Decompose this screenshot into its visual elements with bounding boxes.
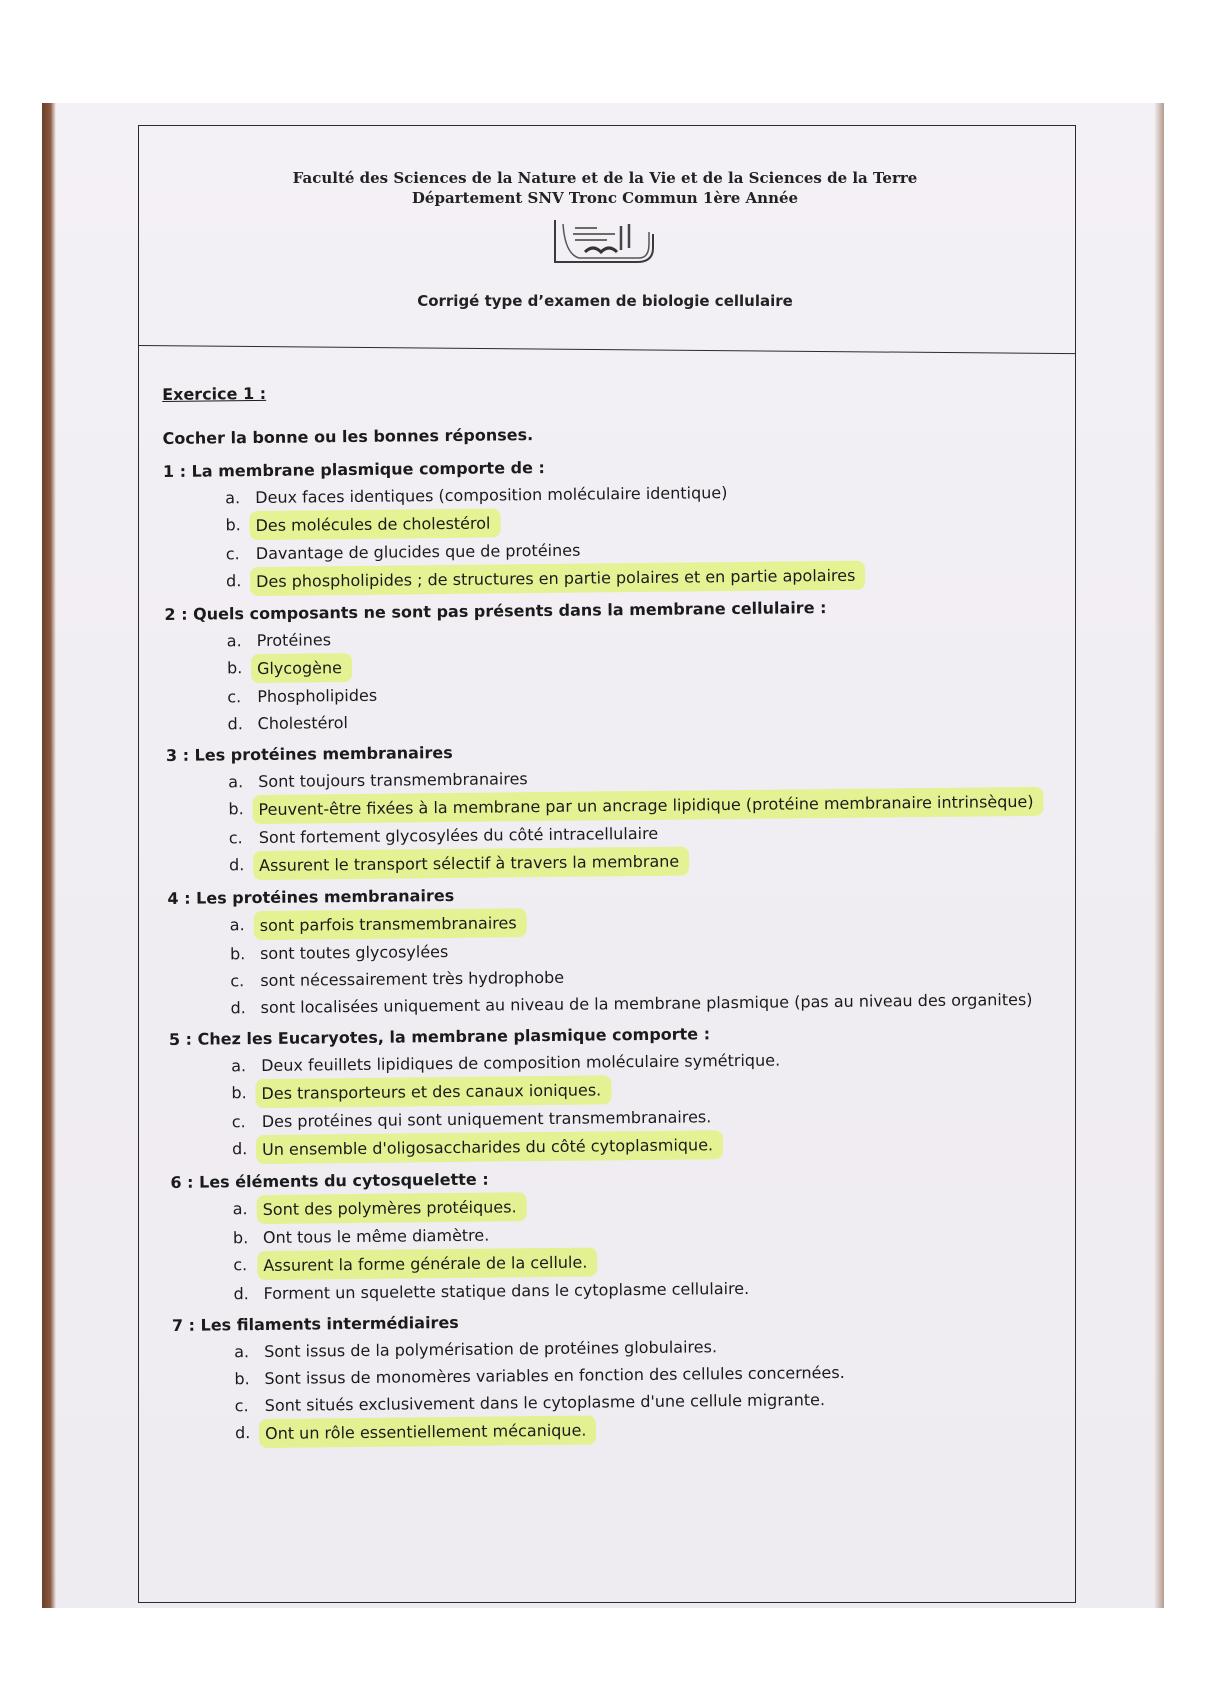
option-text: Davantage de glucides que de protéines xyxy=(255,540,581,564)
question-5 xyxy=(169,1016,1090,1165)
option-text: Sont situés exclusivement dans le cytoplasme d'une cellule migrante. xyxy=(264,1390,826,1415)
option-letter: b. xyxy=(228,799,244,819)
question-title: 5 : Chez les Eucaryotes, la membrane plasmique comporte : xyxy=(168,1024,711,1049)
option-letter: d. xyxy=(234,1423,251,1443)
option-text: Sont issus de monomères variables en fonction des cellules concernées. xyxy=(264,1362,845,1388)
question-list xyxy=(163,448,1093,1449)
option-text: Deux faces identiques (composition moléculaire identique) xyxy=(255,483,728,508)
option-list xyxy=(171,1186,1092,1308)
option-text-highlighted: Des phospholipides ; de structures en partie polaires et en partie apolaires xyxy=(250,561,866,596)
option-letter: c. xyxy=(225,544,240,564)
option-text-highlighted: Glycogène xyxy=(251,653,352,683)
option-letter: c. xyxy=(231,1112,246,1132)
option-letter: a. xyxy=(234,1342,250,1362)
option-text-highlighted: Peuvent-être fixées à la membrane par un ancrage lipidique (protéine membranaire intrinsèque) xyxy=(252,787,1043,824)
sheet-shadow-left xyxy=(42,103,56,1608)
option-text: sont nécessairement très hydrophobe xyxy=(260,967,565,991)
option-letter: d. xyxy=(228,855,245,875)
question-title: 4 : Les protéines membranaires xyxy=(167,885,455,908)
document-header xyxy=(150,168,1060,310)
option-text-highlighted: Ont un rôle essentiellement mécanique. xyxy=(259,1416,597,1449)
question-7 xyxy=(172,1302,1093,1449)
option-text: Sont issus de la polymérisation de protéines globulaires. xyxy=(264,1337,718,1361)
option-letter: d. xyxy=(233,1284,249,1304)
option-text: Sont fortement glycosylées du côté intracellulaire xyxy=(258,823,659,848)
question-6 xyxy=(170,1159,1091,1308)
department-name: Département SNV Tronc Commun 1ère Année xyxy=(411,189,799,207)
option-letter: a. xyxy=(229,915,245,935)
sheet-shadow-right xyxy=(1154,103,1164,1608)
university-logo-icon xyxy=(545,214,665,272)
option-list xyxy=(169,1043,1090,1165)
option-text-highlighted: Sont des polymères protéiques. xyxy=(257,1192,527,1224)
question-title: 7 : Les filaments intermédiaires xyxy=(171,1312,459,1335)
exam-content xyxy=(162,370,1093,1449)
option-letter: d. xyxy=(231,1139,248,1159)
option-text-highlighted: Des molécules de cholestérol xyxy=(249,508,500,540)
option-letter: b. xyxy=(231,1083,247,1103)
option-list xyxy=(163,475,1084,597)
question-title: 3 : Les protéines membranaires xyxy=(165,742,453,765)
faculty-name: Faculté des Sciences de la Nature et de la Vie et de la Sciences de la Terre xyxy=(292,169,918,187)
option-letter: d. xyxy=(226,571,242,591)
option-text-highlighted: sont parfois transmembranaires xyxy=(254,908,527,940)
option-text: Phospholipides xyxy=(257,685,378,707)
option-text: Ont tous le même diamètre. xyxy=(262,1225,490,1247)
option-letter: c. xyxy=(227,687,242,707)
option-text: Des protéines qui sont uniquement transmembranaires. xyxy=(261,1107,712,1131)
option-list xyxy=(172,1329,1093,1449)
option-text: sont toutes glycosylées xyxy=(259,942,449,964)
question-3 xyxy=(166,732,1087,881)
option-text: Sont toujours transmembranaires xyxy=(258,769,528,792)
option-letter: a. xyxy=(231,1056,247,1076)
option-text: Forment un squelette statique dans le cytoplasme cellulaire. xyxy=(263,1278,750,1303)
option-letter: a. xyxy=(226,631,242,651)
option-list xyxy=(168,902,1089,1022)
option-text: Deux feuillets lipidiques de composition moléculaire symétrique. xyxy=(261,1050,781,1075)
question-4 xyxy=(167,875,1088,1022)
option-text: Protéines xyxy=(256,630,332,651)
option-letter: a. xyxy=(228,772,244,792)
option-letter: d. xyxy=(230,998,246,1018)
question-2 xyxy=(164,591,1085,738)
option-letter: b. xyxy=(234,1369,250,1389)
question-title: 2 : Quels composants ne sont pas présents dans la membrane cellulaire : xyxy=(164,598,827,624)
option-letter: c. xyxy=(230,971,245,991)
option-text-highlighted: Un ensemble d'oligosaccharides du côté cytoplasmique. xyxy=(256,1130,723,1164)
option-letter: a. xyxy=(225,488,241,508)
option-list xyxy=(165,618,1086,738)
question-1 xyxy=(163,448,1084,597)
option-text-highlighted: Des transporteurs et des canaux ioniques. xyxy=(255,1075,611,1108)
option-text: Cholestérol xyxy=(257,713,349,734)
option-text: sont localisées uniquement au niveau de la membrane plasmique (pas au niveau des organites) xyxy=(260,989,1033,1018)
option-letter: c. xyxy=(234,1396,249,1416)
option-letter: b. xyxy=(229,944,246,964)
option-letter: b. xyxy=(225,515,241,535)
option-letter: c. xyxy=(233,1255,248,1275)
option-list xyxy=(166,759,1087,881)
option-text-highlighted: Assurent la forme générale de la cellule. xyxy=(257,1247,597,1280)
exercise-instruction: Cocher la bonne ou les bonnes réponses. xyxy=(162,425,534,448)
option-text-highlighted: Assurent le transport sélectif à travers la membrane xyxy=(253,847,689,881)
option-letter: b. xyxy=(232,1228,249,1248)
option-letter: a. xyxy=(232,1199,248,1219)
document-title: Corrigé type d’examen de biologie cellulaire xyxy=(417,292,793,310)
exercise-title: Exercice 1 : xyxy=(162,383,267,404)
option-letter: b. xyxy=(226,658,243,678)
question-title: 6 : Les éléments du cytosquelette : xyxy=(170,1169,489,1192)
option-letter: c. xyxy=(228,828,243,848)
option-letter: d. xyxy=(227,714,243,734)
question-title: 1 : La membrane plasmique comporte de : xyxy=(162,457,545,481)
